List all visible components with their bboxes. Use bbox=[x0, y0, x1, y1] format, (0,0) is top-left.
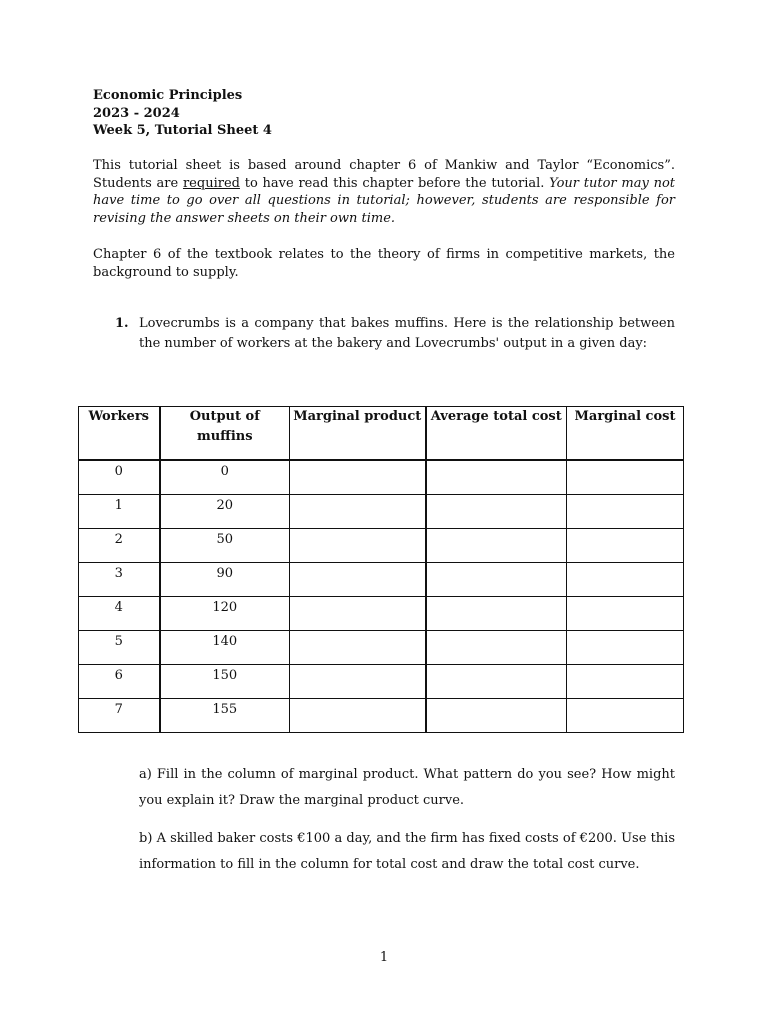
table-header-row bbox=[79, 407, 684, 461]
required-emphasis: required bbox=[182, 175, 240, 191]
intro-text-a: This tutorial sheet is based around chapter 6 of Mankiw and Taylor “Economics”. Students are bbox=[93, 158, 675, 191]
cell-workers: 2 bbox=[79, 529, 160, 563]
cell-average-total-cost bbox=[426, 529, 567, 563]
question-text: Lovecrumbs is a company that bakes muffins. Here is the relationship between the number of workers at the bakery and Lovecrumbs' output in a given day: bbox=[139, 316, 675, 351]
cell-average-total-cost bbox=[426, 563, 567, 597]
header-average-total-cost: Average total cost bbox=[426, 407, 567, 461]
table-row bbox=[79, 460, 684, 495]
cell-workers: 3 bbox=[79, 563, 160, 597]
cell-average-total-cost bbox=[426, 495, 567, 529]
header-marginal-product: Marginal product bbox=[290, 407, 426, 461]
cell-marginal-product bbox=[290, 699, 426, 733]
page-number: 1 bbox=[379, 950, 389, 965]
part-a-text: a) Fill in the column of marginal product. What pattern do you see? How might you explain it? Draw the marginal product curve. bbox=[139, 767, 675, 808]
cell-output: 20 bbox=[160, 495, 290, 529]
table-row bbox=[79, 529, 684, 563]
header-output: Output of muffins bbox=[160, 407, 290, 461]
cell-marginal-product bbox=[290, 665, 426, 699]
cell-average-total-cost bbox=[426, 699, 567, 733]
cell-workers: 0 bbox=[79, 460, 160, 495]
course-title: Economic Principles bbox=[93, 88, 243, 103]
cell-marginal-product bbox=[290, 631, 426, 665]
table-row bbox=[79, 597, 684, 631]
cell-output: 155 bbox=[160, 699, 290, 733]
cell-marginal-cost bbox=[567, 699, 684, 733]
cell-average-total-cost bbox=[426, 665, 567, 699]
question-1 bbox=[115, 314, 675, 354]
cell-workers: 6 bbox=[79, 665, 160, 699]
table-row bbox=[79, 631, 684, 665]
cell-average-total-cost bbox=[426, 597, 567, 631]
cell-output: 120 bbox=[160, 597, 290, 631]
cell-workers: 4 bbox=[79, 597, 160, 631]
cell-workers: 1 bbox=[79, 495, 160, 529]
cell-output: 140 bbox=[160, 631, 290, 665]
chapter-paragraph: Chapter 6 of the textbook relates to the theory of firms in competitive markets, the background to supply. bbox=[93, 247, 675, 280]
intro-text-b: to have read this chapter before the tutorial. bbox=[239, 175, 550, 191]
header-workers: Workers bbox=[79, 407, 160, 461]
cell-marginal-cost bbox=[567, 495, 684, 529]
cell-marginal-product bbox=[290, 597, 426, 631]
production-table bbox=[78, 406, 684, 733]
table-row bbox=[79, 699, 684, 733]
intro-paragraph bbox=[93, 157, 675, 227]
cell-marginal-cost bbox=[567, 665, 684, 699]
cell-marginal-product bbox=[290, 563, 426, 597]
document-header bbox=[93, 87, 272, 140]
cell-marginal-product bbox=[290, 460, 426, 495]
cell-marginal-cost bbox=[567, 631, 684, 665]
sheet-title: Week 5, Tutorial Sheet 4 bbox=[93, 123, 272, 138]
cell-average-total-cost bbox=[426, 631, 567, 665]
cell-workers: 5 bbox=[79, 631, 160, 665]
cell-output: 150 bbox=[160, 665, 290, 699]
cell-marginal-product bbox=[290, 529, 426, 563]
academic-year: 2023 - 2024 bbox=[93, 105, 180, 121]
table-row bbox=[79, 495, 684, 529]
table-row bbox=[79, 563, 684, 597]
cell-marginal-product bbox=[290, 495, 426, 529]
cell-average-total-cost bbox=[426, 460, 567, 495]
cell-output: 90 bbox=[160, 563, 290, 597]
cell-marginal-cost bbox=[567, 563, 684, 597]
table-row bbox=[79, 665, 684, 699]
header-marginal-cost: Marginal cost bbox=[567, 407, 684, 461]
cell-output: 0 bbox=[160, 460, 290, 495]
question-number: 1. bbox=[115, 316, 129, 331]
cell-workers: 7 bbox=[79, 699, 160, 733]
cell-marginal-cost bbox=[567, 597, 684, 631]
cell-marginal-cost bbox=[567, 529, 684, 563]
cell-marginal-cost bbox=[567, 460, 684, 495]
cell-output: 50 bbox=[160, 529, 290, 563]
intro-italic-note: Your tutor may not have time to go over all questions in tutorial; however, students are responsible for revising the answer sheets on their own time. bbox=[93, 175, 675, 226]
part-b-text: b) A skilled baker costs €100 a day, and the firm has fixed costs of €200. Use this information to fill in the column for total cost and draw the total cost curve. bbox=[139, 831, 675, 872]
